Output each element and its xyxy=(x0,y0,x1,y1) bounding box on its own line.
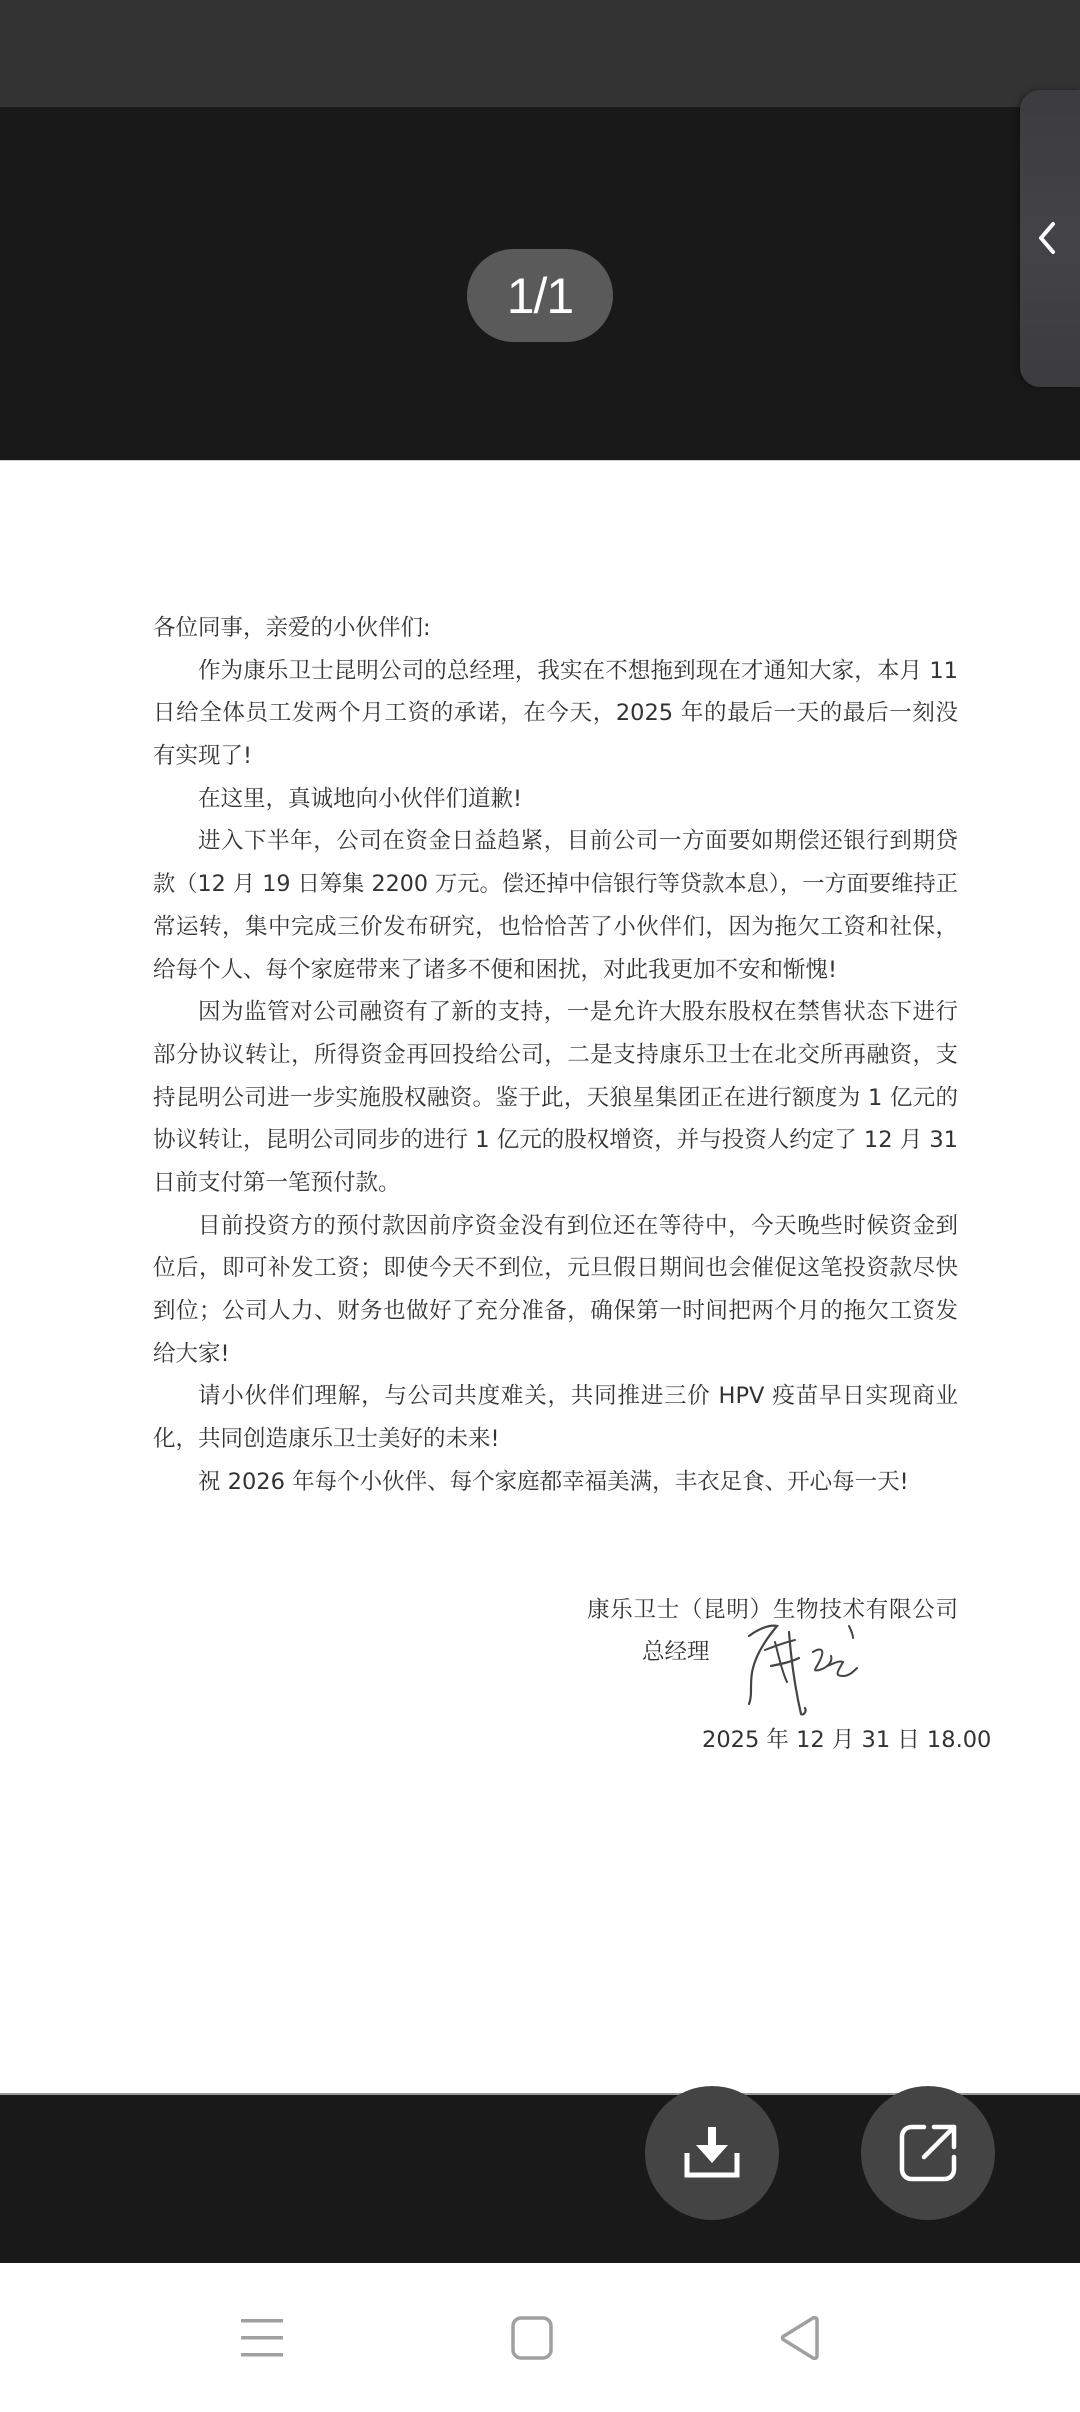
nav-recents-button[interactable] xyxy=(232,2313,292,2363)
document-line: 日给全体员工发两个月工资的承诺，在今天，2025 年的最后一天的最后一刻没 xyxy=(153,700,958,727)
document-line: 因为监管对公司融资有了新的支持，一是允许大股东股权在禁售状态下进行 xyxy=(198,999,958,1026)
document-line: 到位；公司人力、财务也做好了充分准备，确保第一时间把两个月的拖欠工资发 xyxy=(153,1298,958,1324)
document-line: 在这里，真诚地向小伙伴们道歉! xyxy=(198,785,523,812)
document-line: 目前投资方的预付款因前序资金没有到位还在等待中，今天晚些时候资金到 xyxy=(198,1212,958,1239)
document-line: 请小伙伴们理解，与公司共度难关，共同推进三价 HPV 疫苗早日实现商业 xyxy=(198,1383,958,1410)
system-navigation-bar xyxy=(0,2263,1080,2412)
document-line: 化，共同创造康乐卫士美好的未来! xyxy=(153,1426,500,1453)
handwritten-signature xyxy=(735,1612,865,1722)
share-external-icon xyxy=(898,2123,958,2183)
home-square-icon xyxy=(511,2316,553,2360)
nav-home-button[interactable] xyxy=(502,2313,562,2363)
document-line: 祝 2026 年每个小伙伴、每个家庭都幸福美满，丰衣足食、开心每一天! xyxy=(198,1468,909,1495)
document-line: 作为康乐卫士昆明公司的总经理，我实在不想拖到现在才通知大家，本月 11 xyxy=(198,657,958,684)
document-line: 持昆明公司进一步实施股权融资。鉴于此，天狼星集团正在进行额度为 1 亿元的 xyxy=(153,1084,958,1111)
signature-company: 康乐卫士（昆明）生物技术有限公司 xyxy=(587,1597,958,1623)
nav-back-button[interactable] xyxy=(770,2313,830,2363)
side-panel-handle[interactable] xyxy=(1020,90,1080,387)
document-line: 部分协议转让，所得资金再回投给公司，二是支持康乐卫士在北交所再融资，支 xyxy=(153,1041,958,1068)
share-button[interactable] xyxy=(861,2086,995,2220)
page-indicator-text: 1/1 xyxy=(506,267,574,324)
app-top-bar xyxy=(0,0,1080,107)
document-line: 常运转，集中完成三价发布研究，也恰恰苦了小伙伴们，因为拖欠工资和社保， xyxy=(153,913,958,940)
signature-date: 2025 年 12 月 31 日 18.00 xyxy=(702,1727,992,1753)
signature-title: 总经理 xyxy=(642,1639,710,1665)
document-line: 给大家! xyxy=(153,1340,230,1367)
document-line: 协议转让，昆明公司同步的进行 1 亿元的股权增资，并与投资人约定了 12 月 31 xyxy=(153,1127,958,1154)
menu-icon xyxy=(241,2317,283,2359)
document-line: 款（12 月 19 日筹集 2200 万元。偿还掉中信银行等贷款本息），一方面要维持正 xyxy=(153,871,958,898)
document-line: 进入下半年，公司在资金日益趋紧，目前公司一方面要如期偿还银行到期贷 xyxy=(198,828,958,855)
document-line: 位后，即可补发工资；即使今天不到位，元旦假日期间也会催促这笔投资款尽快 xyxy=(153,1255,958,1282)
back-triangle-icon xyxy=(779,2316,821,2360)
page-indicator xyxy=(467,249,613,342)
chevron-left-icon xyxy=(1036,220,1058,256)
document-line: 各位同事，亲爱的小伙伴们: xyxy=(153,615,431,641)
document-line: 有实现了! xyxy=(153,743,253,770)
download-button[interactable] xyxy=(645,2086,779,2220)
download-icon xyxy=(682,2125,742,2181)
document-body xyxy=(153,607,958,1503)
document-line: 给每个人、每个家庭带来了诸多不便和困扰，对此我更加不安和惭愧! xyxy=(153,956,838,983)
document-line: 日前支付第一笔预付款。 xyxy=(153,1169,401,1196)
